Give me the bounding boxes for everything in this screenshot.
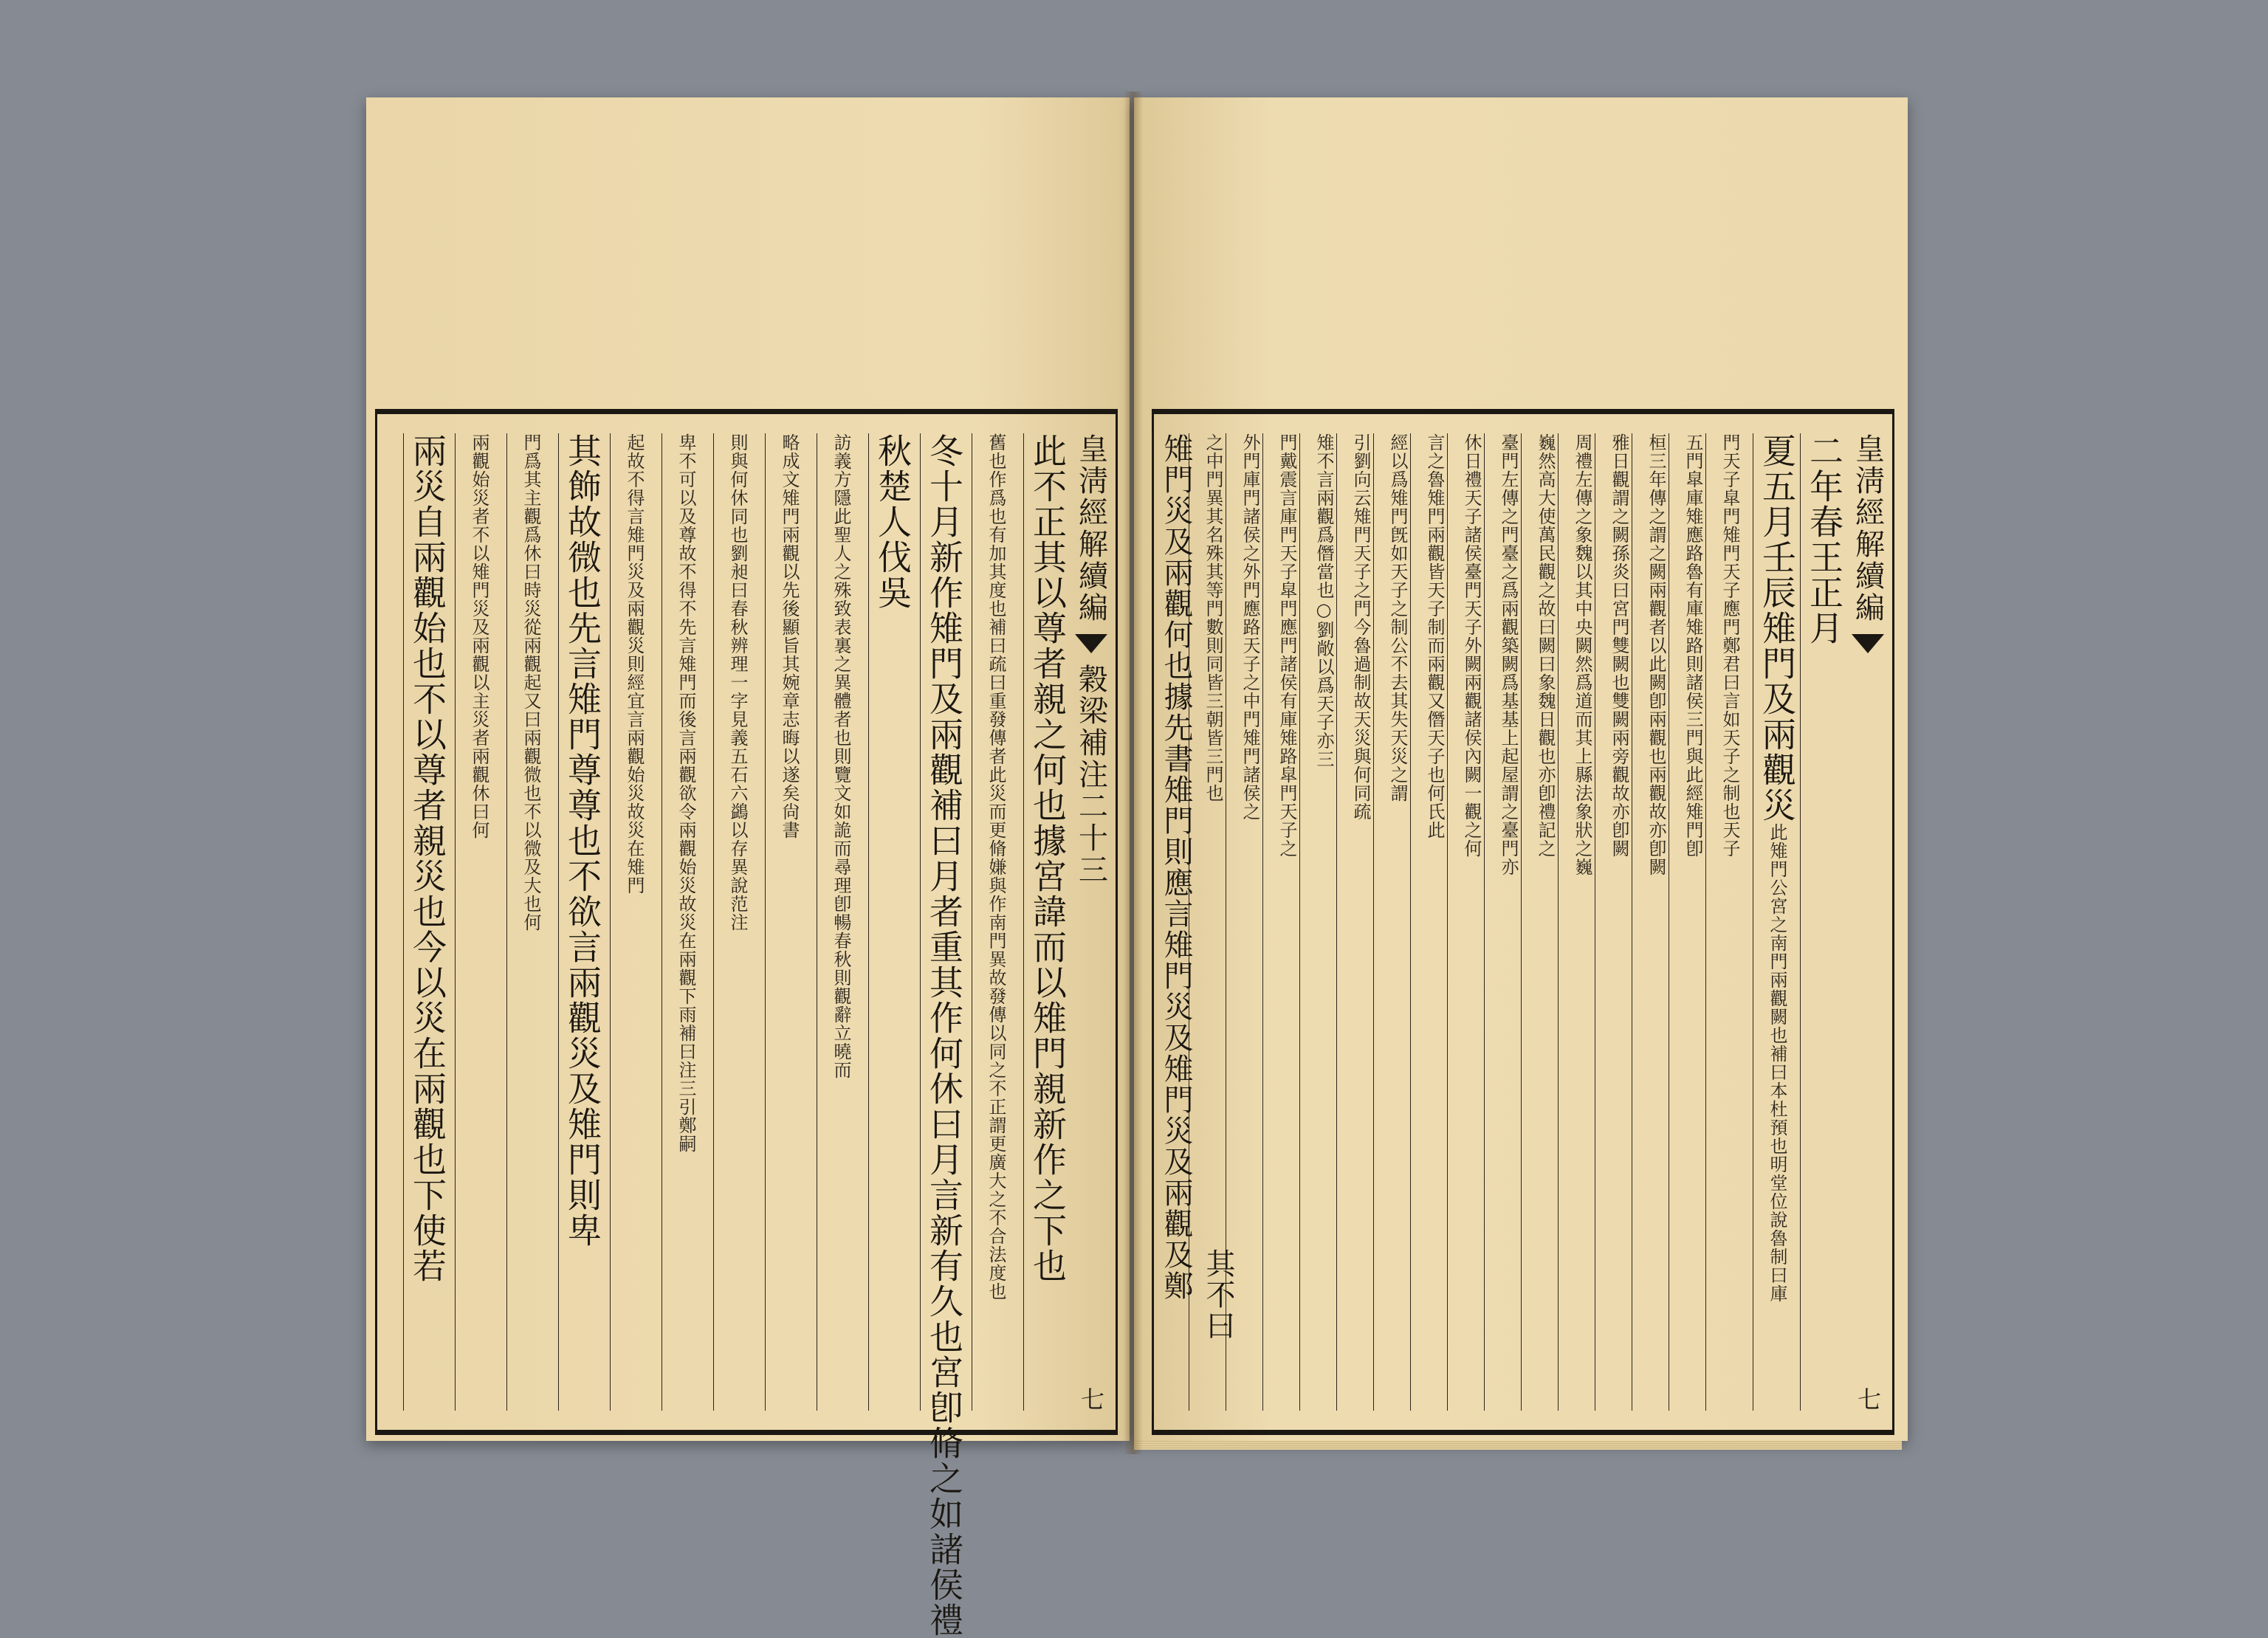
right-col-1-text: 門天子皐門雉門天子應門鄭君曰言如天子之制也天子: [1719, 433, 1740, 858]
left-col-6: [765, 433, 813, 1411]
left-spine-title: 皇淸經解續編: [1073, 433, 1108, 624]
left-col-8-text: 卑不可以及尊故不得不先言雉門而後言兩觀欲令兩觀始災故災在兩觀下雨補曰注三引鄭嗣: [676, 433, 696, 1153]
left-col-12: [455, 433, 503, 1411]
right-text-frame: [1152, 409, 1894, 1435]
open-book: [366, 92, 1909, 1638]
book-gutter: [1124, 92, 1143, 1454]
right-heading-1: 二年春王正月: [1804, 433, 1844, 646]
right-folio: 七: [1854, 1387, 1882, 1411]
left-col-2-text: 舊也作爲也有加其度也補曰疏曰重發傳者此災而更脩嫌與作南門異故發傳以同之不正謂更廣大之不合法度也: [986, 433, 1006, 1301]
right-col-12-text: 雉不言兩觀爲僭當也○劉敞以爲天子亦三: [1313, 433, 1334, 768]
left-col-1: [1023, 433, 1071, 1411]
right-heading-2-note: 此雉門公宮之南門兩觀闕也補曰本杜預也明堂位說魯制曰庫: [1767, 823, 1787, 1303]
right-closing: [1200, 1248, 1237, 1341]
left-col-3-text: 冬十月新作雉門及兩觀補曰月者重其作何休曰月言新有久也宮卽脩之如諸侯禮: [924, 433, 964, 1638]
left-text-frame: [375, 409, 1118, 1638]
right-col-14-text: 外門庫門諸侯之外門應路天子之中門雉門諸侯之: [1240, 433, 1260, 821]
right-col-2-text: 五門皐庫雉應路魯有庫雉路則諸侯三門與此經雉門卽: [1683, 433, 1703, 858]
right-heading-2: 夏五月壬辰雉門及兩觀災: [1757, 433, 1797, 823]
right-col-8-text: 休日禮天子諸侯臺門天子外闕兩觀諸侯內闕一觀之何: [1461, 433, 1482, 858]
right-col-9-text: 言之魯雉門兩觀皆天子制而兩觀又僭天子也何氏此: [1424, 433, 1445, 839]
right-col-5-text: 周禮左傳之象魏以其中央闕然爲道而其上縣法象狀之巍: [1572, 433, 1592, 876]
left-folio: 七: [1077, 1387, 1105, 1411]
left-col-9-text: 起故不得言雉門災及兩觀災則經宜言兩觀始災故災在雉門: [624, 433, 645, 895]
right-col-15-text: 之中門異其名殊其等門數則同皆三朝皆三門也: [1203, 433, 1223, 802]
left-col-12-text: 兩觀始災者不以雉門災及兩觀以主災者兩觀休曰何: [469, 433, 489, 839]
right-closing-text: 其不曰: [1201, 1248, 1235, 1341]
fish-tail-mark-icon: [1852, 634, 1884, 653]
left-spine: [1071, 433, 1111, 1411]
right-col-6-text: 巍然高大使萬民觀之故曰闕曰象魏日觀也亦卽禮記之: [1535, 433, 1556, 858]
left-col-2: [972, 433, 1020, 1411]
left-col-7-text: 則與何休同也劉昶曰春秋辨理一字見義五石六鷁以存異說范注: [727, 433, 748, 932]
right-spine: [1848, 433, 1888, 1411]
right-col-13-text: 門戴震言庫門天子皐門應門諸侯有庫雉路皐門天子之: [1276, 433, 1297, 858]
right-col-7-text: 臺門左傳之門臺之爲兩觀築闕爲基基上起屋謂之臺門亦: [1498, 433, 1519, 876]
left-col-4: [868, 433, 916, 1411]
left-col-5-text: 訪義方隱此聖人之殊致表裏之異體者也則覽文如詭而尋理卽暢春秋則觀辭立曉而: [831, 433, 851, 1079]
right-col-16: [1152, 433, 1200, 1411]
right-col-3-text: 桓三年傳之謂之闕兩觀者以此闕卽兩觀也兩觀故亦卽闕: [1646, 433, 1666, 876]
right-heading-col-2: [1753, 433, 1801, 1411]
left-col-13-text: 兩災自兩觀始也不以尊者親災也今以災在兩觀也下使若: [408, 433, 447, 1284]
left-col-5: [817, 433, 865, 1411]
left-col-7: [713, 433, 761, 1411]
left-col-10-text: 其飾故微也先言雉門尊尊也不欲言兩觀災及雉門則卑: [563, 433, 602, 1248]
page-edges: [1134, 1441, 1902, 1450]
fish-tail-mark-icon: [1075, 634, 1107, 653]
right-spine-title: 皇淸經解續編: [1850, 433, 1885, 624]
left-col-1-text: 此不正其以尊者親之何也據宮諱而以雉門親新作之下也: [1028, 433, 1068, 1284]
left-col-13: [403, 433, 451, 1411]
left-spine-section: 穀梁補注二十三: [1073, 664, 1108, 886]
left-col-11: [506, 433, 554, 1411]
right-col-16-text: 雉門災及兩觀何也據先書雉門則應言雉門災及雉門災及兩觀及鄭: [1159, 433, 1193, 1301]
right-col-10-text: 經以爲雉門旣如天子之制公不去其失天災之謂: [1387, 433, 1408, 802]
left-col-11-text: 門爲其主觀爲休曰時災從兩觀起又曰兩觀微也不以微及大也何: [520, 433, 541, 932]
left-col-9: [610, 433, 658, 1411]
left-col-4-text: 秋楚人伐吳: [873, 433, 913, 610]
left-col-3: [920, 433, 968, 1638]
left-col-10: [558, 433, 606, 1411]
right-heading-col-1: [1800, 433, 1848, 1411]
right-col-4-text: 雅日觀謂之闕孫炎曰宮門雙闕也雙闕兩旁觀故亦卽闕: [1609, 433, 1629, 858]
left-col-6-text: 略成文雉門兩觀以先後顯旨其婉章志晦以遂矣尙書: [779, 433, 800, 839]
right-col-11-text: 引劉向云雉門天子之門今魯過制故天災與何同疏: [1350, 433, 1371, 821]
left-col-8: [662, 433, 709, 1411]
